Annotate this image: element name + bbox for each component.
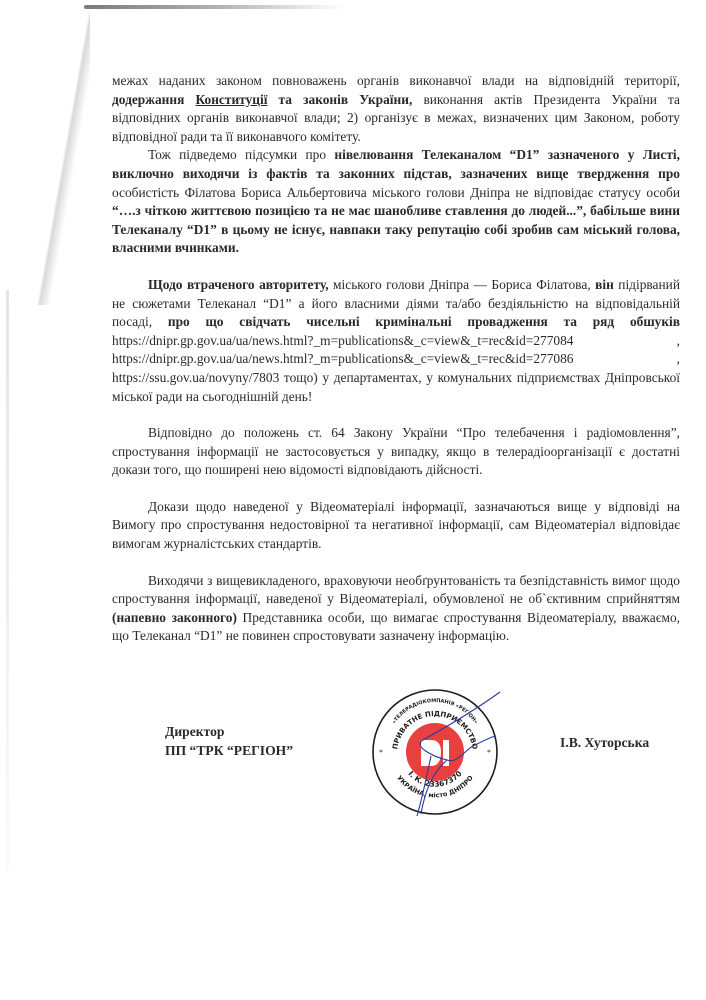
text-run: він: [595, 276, 614, 292]
signature-position: [165, 722, 293, 760]
text-run: та законів України,: [267, 91, 413, 107]
signatory-name: І.В. Хуторська: [560, 735, 650, 750]
text-run: межах наданих законом повноважень органів виконавчої влади на відповідній території,: [112, 73, 680, 88]
stamp-star-left-icon: *: [379, 748, 383, 757]
document-body: [112, 72, 680, 646]
text-run: “….з чіткою життєвою позицією та не має шанобливе ставлення до людей...”, бабільше вини Телеканалу “D1” в цьому не існує, навпаки таку репутацію собі зробив сам міський голова, власними вчинками.: [112, 203, 680, 256]
stamp-outer-top-text: «ТЕЛЕРАДІОКОМПАНІЯ «РЕГІОН»: [391, 697, 479, 726]
scan-shadow-edge: [6, 290, 9, 870]
text-run: https://dnipr.gp.gov.ua/ua/news.html?_m=publications&_c=view&_t=rec&id=277084 , https://dnipr.gp.gov.ua/ua/news.html?_m=publications&_c=view&_t=rec&id=277086 , https://ssu.gov.ua/novyny/7803 тощо) у департаментах, у комунальних підприємствах Дніпровської міської ради на сьогоднішній день!: [112, 332, 680, 404]
paragraph-p3: [112, 276, 680, 406]
text-run: нівелювання Телеканалом “D1” зазначеного у Листі, виключно виходячи із фактів та законних підстав, зазначених вище твердження про: [112, 147, 680, 181]
paragraph-p6: [112, 572, 680, 646]
scan-shadow-fold: [10, 5, 90, 305]
paragraph-p1: [112, 72, 680, 146]
text-run: Тож підведемо підсумки про: [148, 147, 335, 163]
text-run: міського голови Дніпра — Бориса Філатова,: [328, 276, 596, 292]
company-stamp: [365, 680, 505, 820]
text-run: Конституції: [195, 91, 268, 107]
text-run: Докази щодо наведеної у Відеоматеріалі інформації, зазначаються вище у відповіді на Вимогу про спростування недостовірної та негативної інформації, сам Відеоматеріал відповідає вимогам журналістських стандартів.: [112, 498, 680, 552]
stamp-star-right-icon: *: [487, 748, 491, 757]
text-run: особистість Філатова Бориса Альбертовича міського голови Дніпра не відповідає статусу особи: [112, 184, 680, 200]
signature-position-title: Директор: [165, 724, 225, 739]
text-run: Відповідно до положень ст. 64 Закону України “Про телебачення і радіомовлення”, спростування інформації не застосовується у випадку, якщо в телерадіоорганізації є достатні докази того, що поширені нею відомості відповідають дійсності.: [112, 425, 680, 478]
text-run: Виходячи з вищевикладеного, враховуючи необґрунтованість та безпідставність вимог щодо спростування інформації, наведеної у Відеоматеріалі, обумовленої не об`єктивним сприйняттям: [112, 572, 680, 607]
text-run: (напевно законного): [112, 609, 237, 625]
text-run: Представника особи, що вимагає спростування Відеоматеріалу, вважаємо, що Телеканал “D1” не повинен спростовувати зазначену інформацію.: [112, 609, 680, 644]
text-run: Щодо втраченого авторитету,: [148, 276, 329, 292]
text-run: виконання актів Президента України та відповідних органів виконавчої влади; 2) організує в межах, визначених цим Законом, роботу відповідної ради та її виконавчого комітету.: [112, 91, 680, 144]
text-run: додержання: [112, 91, 196, 107]
text-run: про що свідчать чисельні кримінальні провадження та ряд обшуків: [167, 314, 680, 330]
scan-shadow-top: [84, 5, 344, 9]
paragraph-p5: [112, 498, 680, 554]
paragraph-p2: [112, 146, 680, 258]
signature-organization: ПП “ТРК “РЕГІОН”: [165, 743, 294, 758]
text-run: підірваний не сюжетами Телеканал “D1” а його власними діями та/або бездіяльністю на відповідальній посаді,: [112, 276, 680, 330]
stamp-location-text: УКРАЇНА, місто ДНІПРО: [395, 773, 475, 800]
stamp-inner-top-text: ПРИВАТНЕ ПІДПРИЄМСТВО: [391, 709, 479, 750]
stamp-code-text: І. К. 23367370: [406, 769, 464, 789]
paragraph-p4: [112, 424, 680, 480]
